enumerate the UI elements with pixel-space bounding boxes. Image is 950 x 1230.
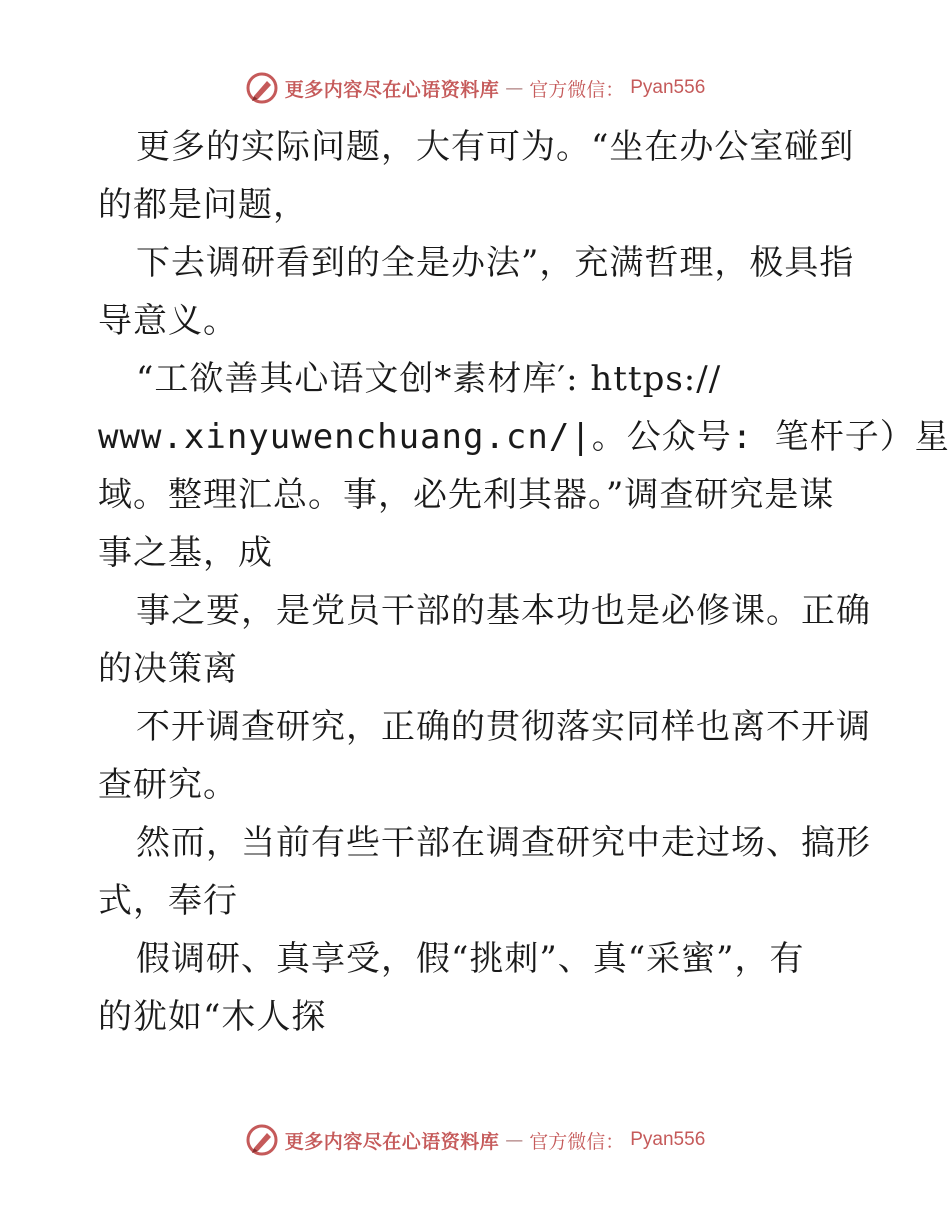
body-line-5: “工欲善其心语文创*素材库′: https:// bbox=[136, 359, 722, 399]
pen-logo-icon bbox=[245, 71, 279, 105]
body-line-7: 域。整理汇总。事，必先利其器。”调查研究是谋 bbox=[98, 475, 835, 515]
header-wechat-id: Pyan556 bbox=[630, 77, 706, 98]
body-line-3: 下去调研看到的全是办法”，充满哲理，极具指 bbox=[136, 243, 855, 283]
header-wechat-label: 官方微信： bbox=[529, 78, 625, 101]
body-line-11: 不开调查研究，正确的贯彻落实同样也离不开调 bbox=[136, 707, 871, 747]
header-banner bbox=[0, 68, 950, 108]
footer-wechat-label: 官方微信： bbox=[529, 1130, 625, 1153]
body-line-16: 的犹如“木人探 bbox=[98, 997, 327, 1037]
body-line-15: 假调研、真享受，假“挑刺”、真“采蜜”，有 bbox=[136, 939, 805, 979]
body-line-8: 事之基，成 bbox=[98, 533, 273, 573]
body-line-10: 的决策离 bbox=[98, 649, 238, 689]
body-line-9: 事之要，是党员干部的基本功也是必修课。正确 bbox=[136, 591, 871, 631]
body-line-1: 更多的实际问题，大有可为。“坐在办公室碰到 bbox=[136, 127, 855, 167]
pen-logo-icon bbox=[245, 1123, 279, 1157]
document-body bbox=[98, 118, 950, 1046]
body-line-2: 的都是问题， bbox=[98, 185, 308, 225]
body-line-14: 式，奉行 bbox=[98, 881, 238, 921]
footer-separator: — bbox=[505, 1129, 524, 1151]
footer-banner bbox=[0, 1120, 950, 1160]
header-text: 更多内容尽在心语资料库 bbox=[284, 78, 500, 101]
body-line-13: 然而，当前有些干部在调查研究中走过场、搞形 bbox=[136, 823, 871, 863]
footer-text: 更多内容尽在心语资料库 bbox=[284, 1130, 500, 1153]
body-line-12: 查研究。 bbox=[98, 765, 238, 805]
header-separator: — bbox=[505, 77, 524, 99]
footer-wechat-id: Pyan556 bbox=[630, 1129, 706, 1150]
body-line-4: 导意义。 bbox=[98, 301, 238, 341]
body-line-6: www.xinyuwenchuang.cn/|。公众号: 笔杆子）星 bbox=[98, 417, 950, 457]
